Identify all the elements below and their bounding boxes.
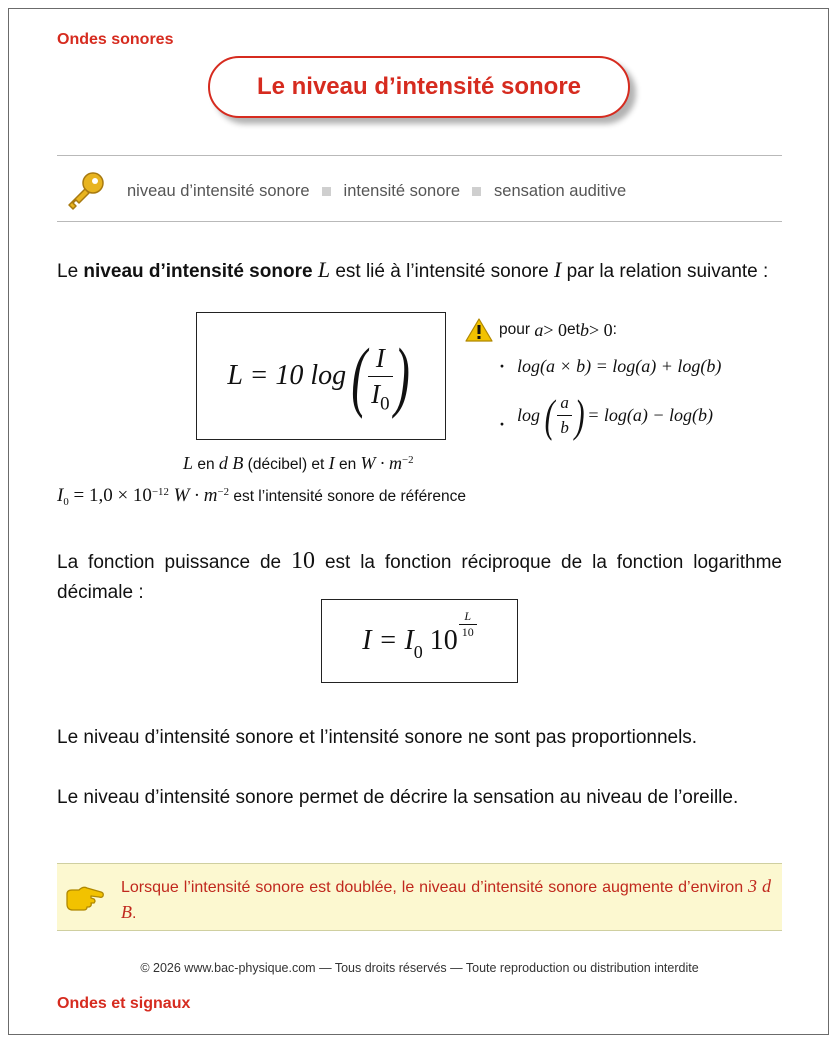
divider-bottom xyxy=(57,221,782,222)
var-I: I xyxy=(328,453,335,473)
page xyxy=(8,8,829,1035)
intro-text: Le xyxy=(57,261,84,282)
fraction-numerator: a xyxy=(560,392,569,412)
formula-level xyxy=(227,331,414,421)
unit-W-m: W · m xyxy=(168,485,218,506)
reciprocal-text: est la fonction réciproque de la fonction logarithme décimale : xyxy=(57,552,782,603)
formula-fraction xyxy=(368,342,392,414)
units-text: en xyxy=(334,456,361,473)
rule-quotient-rhs: = log(a) − log(b) xyxy=(587,404,713,425)
warning-condition: > 0 xyxy=(588,319,613,340)
subscript-zero: 0 xyxy=(413,642,423,662)
warning-text: : xyxy=(612,321,617,338)
pointing-hand-icon xyxy=(65,884,105,917)
formula-lhs: L = 10 xyxy=(227,360,304,391)
warning-condition: > 0 xyxy=(543,319,567,340)
paren-left: ( xyxy=(351,332,367,419)
intro-paragraph xyxy=(57,255,782,287)
units-text: (décibel) et xyxy=(243,456,329,473)
page-title: Le niveau d’intensité sonore xyxy=(208,56,630,118)
fraction-denominator: 10 xyxy=(459,624,477,640)
var-I: I xyxy=(553,257,562,282)
intro-text: par la relation suivante : xyxy=(561,261,769,282)
unit-W-m: W · m xyxy=(360,453,403,473)
warning-line xyxy=(465,317,617,343)
keyword-item: sensation auditive xyxy=(494,181,627,200)
unit-dB: d B xyxy=(218,453,244,473)
key-icon xyxy=(63,171,107,211)
formula-log: log xyxy=(310,360,347,391)
paren-right: ) xyxy=(393,332,410,419)
divider-top xyxy=(57,155,782,156)
reciprocal-text: La fonction puissance de xyxy=(57,552,292,573)
number-ten: 10 xyxy=(429,625,458,656)
footer-section-label: Ondes et signaux xyxy=(57,995,191,1012)
formula-box-intensity xyxy=(321,599,518,683)
tip-value: 3 d B xyxy=(121,876,771,922)
bullet: · xyxy=(499,413,506,434)
units-text: en xyxy=(193,456,219,473)
fraction-denominator: b xyxy=(557,415,572,438)
rule-product: log(a × b) = log(a) + log(b) xyxy=(517,356,722,376)
fraction-numerator: I xyxy=(375,342,385,373)
quotient-fraction xyxy=(557,393,572,438)
exponent: −2 xyxy=(217,485,230,498)
keyword-separator xyxy=(322,187,331,196)
warning-icon xyxy=(465,318,493,342)
conclusion-paragraph-1: Le niveau d’intensité sonore et l’intensité sonore ne sont pas proportionnels. xyxy=(57,727,698,748)
var-I: I xyxy=(57,485,64,506)
fraction-numerator: L xyxy=(464,609,472,623)
units-line xyxy=(183,453,414,474)
subscript-zero: 0 xyxy=(63,496,69,509)
intro-text: est lié à l’intensité sonore xyxy=(330,261,554,282)
exponent: −12 xyxy=(151,485,169,498)
warning-text: pour xyxy=(499,321,531,338)
log-quotient-rule xyxy=(499,387,713,443)
keyword-separator xyxy=(472,187,481,196)
footer-copyright: © 2026 www.bac-physique.com — Tous droits réservés — Toute reproduction ou distribution interdite xyxy=(140,961,699,975)
paren-left: ( xyxy=(544,389,555,441)
exponent-fraction xyxy=(459,609,477,640)
number-ten: 10 xyxy=(291,548,316,574)
reference-text: est l’intensité sonore de référence xyxy=(229,488,466,505)
intro-bold: niveau d’intensité sonore xyxy=(83,261,313,282)
var-b: b xyxy=(579,319,589,340)
bullet: · xyxy=(499,356,506,376)
formula-intensity xyxy=(362,609,477,662)
formula-lhs: I = I xyxy=(362,625,414,656)
log-product-rule xyxy=(499,356,721,377)
keywords-bar xyxy=(57,169,782,213)
reference-value: = 1,0 × 10 xyxy=(68,485,152,506)
keyword-item: intensité sonore xyxy=(343,181,461,200)
var-a: a xyxy=(534,319,544,340)
tip-text xyxy=(121,874,771,926)
fraction-denominator: I xyxy=(371,378,381,409)
warning-text: et xyxy=(567,321,580,338)
tip-sentence: Lorsque l’intensité sonore est doublée, le niveau d’intensité sonore augmente d’environ xyxy=(121,879,749,896)
var-L: L xyxy=(183,453,194,473)
paren-right: ) xyxy=(574,389,585,441)
reference-line xyxy=(57,485,466,507)
var-L: L xyxy=(317,257,331,282)
keyword-item: niveau d’intensité sonore xyxy=(127,181,310,200)
formula-box-level xyxy=(196,312,446,440)
tip-box xyxy=(57,863,782,931)
exponent: −2 xyxy=(402,453,414,466)
subscript-zero: 0 xyxy=(380,392,390,414)
conclusion-paragraph-2: Le niveau d’intensité sonore permet de décrire la sensation au niveau de l’oreille. xyxy=(57,787,739,808)
rule-quotient-log: log xyxy=(517,404,541,425)
tip-end: . xyxy=(132,905,137,922)
section-label: Ondes sonores xyxy=(57,31,174,48)
